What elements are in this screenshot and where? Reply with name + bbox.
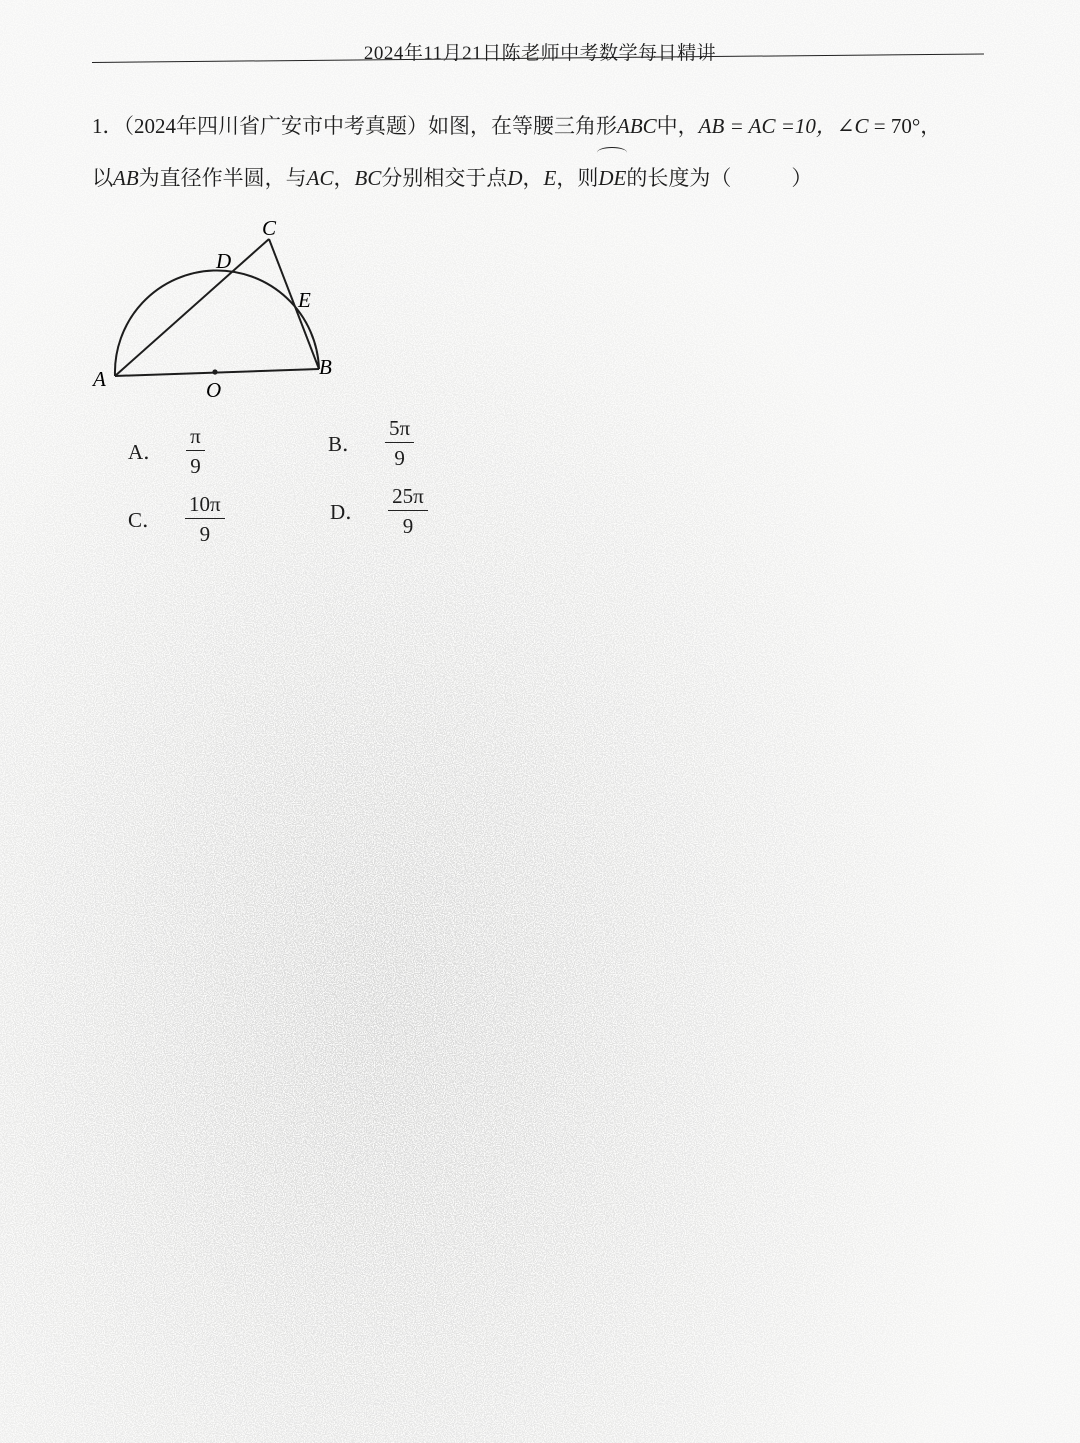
q2-text-g: 的长度为（ (626, 166, 732, 190)
label-a: A (93, 367, 106, 391)
q2-text-h: ） (791, 166, 813, 190)
option-a-letter: A． (128, 440, 165, 464)
option-c-numerator: 10π (185, 493, 225, 519)
side-condition: AB = AC =10， (698, 114, 837, 138)
page-header-title: 2024年11月21日陈老师中考数学每日精讲 (363, 43, 717, 64)
option-d-numerator: 25π (388, 485, 428, 511)
option-b-numerator: 5π (385, 417, 414, 443)
point-d: D (507, 166, 523, 190)
option-b-fraction (385, 417, 414, 469)
option-c-denominator: 9 (199, 522, 211, 546)
point-e: E (543, 166, 557, 190)
triangle-name: ABC (617, 114, 657, 138)
q2-text-b: 为直径作半圆，与 (138, 166, 307, 190)
q2-text-c: ， (333, 166, 355, 190)
arc-de: DE (598, 152, 626, 204)
label-c: C (262, 216, 277, 240)
label-d: D (216, 249, 232, 273)
segment-cb (269, 239, 319, 369)
question-intro: 1．（2024年四川省广安市中考真题）如图，在等腰三角形 (92, 114, 617, 138)
option-b[interactable] (328, 417, 414, 469)
angle-symbol: ∠ (836, 114, 855, 138)
q2-text-f: ，则 (556, 166, 599, 190)
question-line-2 (92, 152, 1012, 204)
q2-text-e: ， (522, 166, 544, 190)
side-bc: BC (354, 166, 382, 190)
option-a[interactable] (128, 425, 205, 477)
option-b-denominator: 9 (394, 446, 405, 470)
question-mid-text: 中， (656, 114, 699, 138)
label-o: O (206, 378, 222, 402)
label-b: B (319, 355, 332, 379)
option-c-fraction (185, 493, 225, 545)
option-a-denominator: 9 (190, 454, 201, 478)
geometry-figure (88, 208, 348, 408)
option-d[interactable] (330, 485, 428, 537)
question-1 (92, 100, 1012, 204)
diameter-name: AB (113, 166, 139, 190)
option-c[interactable] (128, 493, 225, 545)
option-a-fraction (186, 425, 205, 477)
option-b-letter: B． (328, 432, 364, 456)
option-d-denominator: 9 (402, 514, 414, 538)
q2-text-a: 以 (92, 166, 113, 190)
option-d-letter: D． (330, 500, 367, 524)
label-e: E (298, 288, 311, 312)
side-ac: AC (306, 166, 334, 190)
option-c-letter: C． (128, 508, 164, 532)
option-d-fraction (388, 485, 428, 537)
center-point-o (212, 369, 217, 374)
question-line-1 (92, 100, 1012, 152)
option-a-numerator: π (186, 425, 205, 451)
angle-vertex: C (854, 114, 869, 138)
angle-value: = 70°， (868, 114, 942, 138)
q2-text-d: 分别相交于点 (381, 166, 508, 190)
